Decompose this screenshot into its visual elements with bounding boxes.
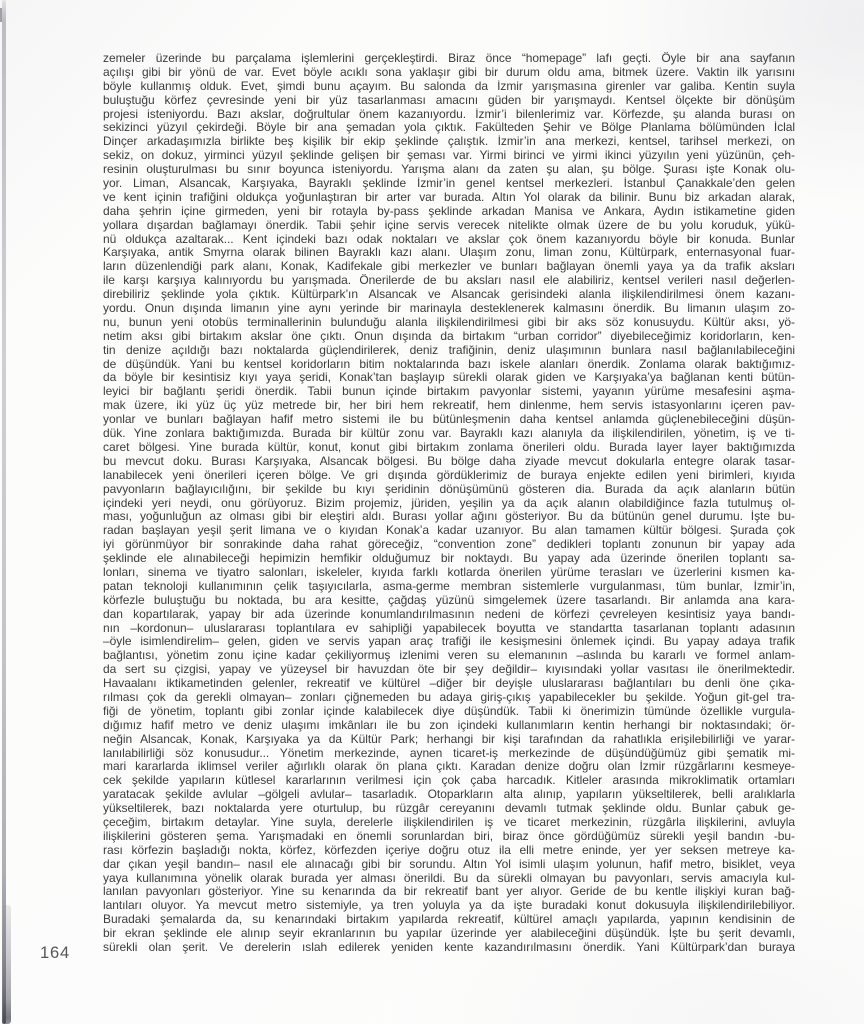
text-line: içindeki yeri neydi, onu görüyoruz. Bizim projemiz, jüriden, yeşilin ya da açık alanın olabildiğince fazla tutulmuş ol-	[103, 496, 795, 510]
text-line: ilişkilerini gösteren şema. Yarışmadaki en önemli sorunlardan biri, biraz önce gördüğümüz sürekli yeşil bandın -bu-	[103, 829, 795, 843]
text-line: ve kent içinin trafiğini oldukça yoğunlaştıran bir arter var burada. Altın Yol olarak da bilinir. Bunu biz arkadan alarak,	[103, 190, 795, 204]
text-line: mak üzere, iki yüz üç yüz metrede bir, her biri hem rekreatif, hem dinlenme, hem servis istasyonlarını içeren pav-	[103, 399, 795, 413]
text-line: lanabilecek yeni önerileri içeren bölge. Ve gri dışında gördüklerimiz de buraya enjekte edilen yeni birimleri, kıyıda	[103, 468, 795, 482]
text-line: da böyle bir kesintisiz kıyı yaya şeridi, Konak’tan başlayıp sürekli olarak giden ve Karşıyaka’ya bağlanan kenti bütün-	[103, 371, 795, 385]
text-line: böyle kullanmış olduk. Evet, şimdi bunu açayım. Bu salonda da İzmir yarışmasına girenler var galiba. Kentin suyla	[103, 79, 795, 93]
text-line: neğin Alsancak, Konak, Karşıyaka ya da Kültür Park; herhangi bir kişi tarafından da rahatlıkla erişilebilirliği ve yarar-	[103, 732, 795, 746]
text-line: projesi isteniyordu. Bazı akslar, doğrultular önem kazanıyordu. İzmir’i bilenlerimiz var. Körfezde, şu alanda burası on	[103, 107, 795, 121]
text-line: patan teknoloji kullanımının çelik taşıyıcılarla, asma-germe membran sistemlerle vurgulanması, tüm bunlar, İzmir’in,	[103, 579, 795, 593]
text-line: lanılan pavyonları gösteriyor. Yine su kenarında da bir rekreatif bant yer alıyor. Geride de bu kentle ilişkiyi kuran bağ-	[103, 885, 795, 899]
text-line: netim aksı gibi birtakım akslar öne çıktı. Onun dışında da birtakım “urban corridor” diyebileceğimiz koridorların, ken-	[103, 329, 795, 343]
text-line: leyici bir bağlantı şeridi önerdik. Tabii bunun içinde birtakım pavyonlar sistemi, yayanın yürüme mesafesini aşma-	[103, 385, 795, 399]
text-line: resinin oluşturulması bu sınır boyunca isteniyordu. Yarışma alanı da zaten şu alan, şu bölge. Şurası işte Konak olu-	[103, 163, 795, 177]
text-line: iyi görünmüyor bir sonrakinde daha rahat göreceğiz, “convention zone” dedikleri toplantı zonunun bir yapay ada	[103, 538, 795, 552]
text-line: tin denize açıldığı bazı noktalarda güçlendirilerek, deniz trafiğinin, deniz ulaşımının bunlara nasıl bağlanılabileceğini	[103, 343, 795, 357]
text-line: dar çıkan yeşil bandın– nasıl ele alınacağı gibi bir sorundu. Altın Yol isimli ulaşım yolunun, hafif metro, bisiklet, veya	[103, 857, 795, 871]
text-line: dan kopartılarak, yapay bir ada üzerinde konumlandırılmasının nedeni de körfezi çevreleyen kesintisiz yaya bandı-	[103, 607, 795, 621]
text-line: Buradaki şemalarda da, su kenarındaki birtakım yapılarda rekreatif, kültürel amaçlı yapılarda, yapının kendisinin de	[103, 913, 795, 927]
scan-artifact-left-edge	[2, 0, 6, 1024]
text-line: –öyle isimlendirelim– gelen, giden ve servis yapan araç trafiği ile kesişmesini önlemek içindi. Bu yapay adaya trafik	[103, 635, 795, 649]
text-line: yonlar ve bunları bağlayan hafif metro sistemi ile bu bütünleşmenin daha kentsel anlamda güçlenebileceğini düşün-	[103, 413, 795, 427]
text-line: lantıları oluyor. Ya mevcut metro sistemiyle, ya tren yoluyla ya da işte buradaki konut dokusuyla ilişkilendirilebiliyor.	[103, 899, 795, 913]
text-line: nu, bunun yeni otobüs terminallerinin bulunduğu alanla ilişkilendirilmesi gibi bir aks söz konusuydu. Kültür aksı, yö-	[103, 315, 795, 329]
text-line: bağlantısı, yönetim zonu içine kadar çekiliyormuş izlenimi veren su elemanının –aslında bu kararlı ve formel anlam-	[103, 649, 795, 663]
body-text	[103, 52, 795, 955]
text-line: daha şehrin içine girmeden, yeni bir rotayla by-pass şeklinde arkadan Manisa ve Ankara, Aydın istikametine giden	[103, 204, 795, 218]
text-line: yollara dışardan bağlamayı önerdik. Tabii şehir içine servis verecek nitelikte olmak üzere de bu yolu koruduk, yükü-	[103, 218, 795, 232]
scan-artifact-topleft-tick	[0, 8, 2, 22]
scan-artifact-left-edge-bottom	[3, 905, 11, 1024]
page-number: 164	[40, 944, 70, 962]
text-line: cek şekilde yapıların kütlesel kararlarının verilmesi için çok çaba harcadık. Kitleler arasında mikroklimatik ortamları	[103, 774, 795, 788]
text-line: Havaalanı iktikametinden gelenler, rekreatif ve kültürel –diğer bir deyişle uluslararası bağlantıları bu denli öne çıka-	[103, 677, 795, 691]
text-line: Karşıyaka, antik Smyrna olarak bilinen Bayraklı kazı alanı. Ulaşım zonu, liman zonu, Kültürpark, enternasyonal fuar-	[103, 246, 795, 260]
text-line: lanılabilirliği söz konusudur... Yönetim merkezinde, aynen ticaret-iş merkezinde de düşündüğümüz gibi şematik mi-	[103, 746, 795, 760]
text-line: mari kararlarda iklimsel veriler ağırlıklı olarak ön plana çıktı. Karadan denize doğru olan İzmir rüzgârlarını kesmeye-	[103, 760, 795, 774]
text-line: açılışı gibi bir yönü de var. Evet böyle acıklı sona yaklaşır gibi bir durum oldu ama, bitmek üzere. Vaktin ilk yarısını	[103, 65, 795, 79]
text-line: zemeler üzerinde bu parçalama işlemlerini gerçekleştirdi. Biraz önce “homepage” lafı geçti. Öyle bir ana sayfanın	[103, 52, 795, 65]
text-line: direbiliriz şeklinde yola çıktık. Kültürpark’ın Alsancak ve Alsancak gerisindeki alanla ilişkilendirilmesi önem kazanı-	[103, 288, 795, 302]
text-line: ların düzenlendiği park alanı, Konak, Kadifekale gibi merkezler ve bunları bağlayan önemli yaya ya da trafik aksları	[103, 260, 795, 274]
text-line: de düşündük. Yani bu kentsel koridorların bitim noktalarında bazı iskele alanları önerdik. Zonlama olarak baktığımız-	[103, 357, 795, 371]
text-line: çeceğim, birtakım detaylar. Yine suyla, derelerle ilişkilendirilen iş ve ticaret merkezinin, rüzgârla ilişkilerini, avluyla	[103, 815, 795, 829]
text-line: fiği de yönetim, toplantı gibi zonlar içinde kalabilecek diye düşündük. Tabii ki önerimizin tümünde özellikle vurgula-	[103, 704, 795, 718]
text-line: körfezle buluştuğu bu noktada, bu ara kesitte, çağdaş yüzünü simgelemek üzere tasarlandı. Bir anlamda ana kara-	[103, 593, 795, 607]
text-line: bu mevcut doku. Burası Karşıyaka, Alsancak bölgesi. Bu bölge daha ziyade mevcut dokularla entegre olarak tasar-	[103, 454, 795, 468]
text-line: nın –kordonun– uluslararası toplantılara ev sahipliği yapabilecek boyutta ve standartta tasarlanan toplantı adasının	[103, 621, 795, 635]
text-line: sürekli olan şerit. Ve derelerin ıslah edilerek yeniden kente kazandırılmasını önerdik. Yani Kültürpark’dan buraya	[103, 941, 795, 954]
text-line: caret bölgesi. Yine burada kültür, konut, konut gibi birtakım zonlama önerileri oldu. Burada layer layer baktığımızda	[103, 440, 795, 454]
text-line: rası körfezin başladığı nokta, körfez, körfezden içeriye doğru otuz ila elli metre eninde, yer yer seksen metreye ka-	[103, 843, 795, 857]
text-line: bir ekran şeklinde ele alınıp seyir ekranlarının bu yapılar üzerinde yer alabileceğini düşündük. İşte bu şerit devamlı,	[103, 927, 795, 941]
text-line: nü oldukça azaltarak... Kent içindeki bazı odak noktaları ve akslar çok önem kazanıyordu böyle bir konuda. Bunlar	[103, 232, 795, 246]
text-line: da sert su çizgisi, yapay ve yüzeysel bir havuzdan öte bir şey değildir– kıyısındaki yollar vasıtası ile önerilmektedir.	[103, 663, 795, 677]
text-line: sekizinci yüzyıl çekirdeği. Böyle bir ana şemadan yola çıktık. Fakülteden Şehir ve Bölge Planlama bölümünden İclal	[103, 121, 795, 135]
text-line: dük. Yine zonlara baktığımızda. Burada bir kültür zonu var. Bayraklı kazı alanıyla da ilişkilendirilen, yönetim, iş ve ti-	[103, 427, 795, 441]
text-line: ile karşı karşıya kalınıyordu bu yarışmada. Önerilerde de bu aksları nasıl ele alabiliriz, kentsel verileri nasıl değerlen-	[103, 274, 795, 288]
text-line: Dinçer arkadaşımızla birlikte beş kişilik bir ekip şeklinde çalıştık. İzmir’in ana merkezi, kentsel, tarihsel merkezi, on	[103, 135, 795, 149]
text-line: yaya kullanımına yönelik olarak burada yer alması önerildi. Bu da sürekli olmayan bu pavyonları, servis amacıyla kul-	[103, 871, 795, 885]
text-line: yordu. Onun dışında limanın yine aynı yerinde bir marinayla desteklenerek kalmasını önerdik. Bu limanın ulaşım zo-	[103, 302, 795, 316]
text-line: sekiz, on dokuz, yirminci yüzyıl şeklinde gelişen bir şeması var. Yirmi birinci ve yirmi ikinci yüzyılın yeni yüzünün, çeh-	[103, 149, 795, 163]
text-line: lonları, sinema ve tiyatro salonları, iskeleler, kıyıda farklı kotlarda önerilen yürüme terasları ve üzerlerini kısmen ka-	[103, 565, 795, 579]
text-line: yükseltilerek, bazı noktalarda yere oturtulup, bu rüzgâr cereyanını devamlı tutmak şeklinde oldu. Bunlar çabuk ge-	[103, 802, 795, 816]
text-line: rılması çok da gerekli olmayan– zonları çiğnemeden bu adaya giriş-çıkış yapabilecekler bu şekilde. Yoğun git-gel tra-	[103, 690, 795, 704]
text-line: şeklinde ele alınabileceği hepimizin hemfikir olduğumuz bir noktaydı. Bu yapay ada üzerinde önerilen toplantı sa-	[103, 552, 795, 566]
text-line: radan başlayan yeşil şerit limana ve o kıyıdan Konak’a kadar uzanıyor. Bu alan tamamen kültür bölgesi. Şurada çok	[103, 524, 795, 538]
text-line: buluştuğu körfez çevresinde yeni bir yüz tasarlanması amacını güden bir yarışmaydı. Kentsel ölçekte bir dönüşüm	[103, 93, 795, 107]
text-line: yor. Liman, Alsancak, Karşıyaka, Bayraklı şeklinde İzmir’in genel kentsel merkezleri. İstanbul Çanakkale’den gelen	[103, 177, 795, 191]
text-line: pavyonların bağlayıcılığını, bir şekilde bu kıyı şeridinin dönüşümünü gösteren dia. Burada da açık alanların bütün	[103, 482, 795, 496]
text-line: yaratacak şekilde avlular –gölgeli avlular– tasarladık. Otoparkların alta alınıp, yapıların yükseltilerek, belli aralıklarla	[103, 788, 795, 802]
text-line: dığımız hafif metro ve deniz ulaşımı imkânları ile bu zon içindeki kullanımların kentin herhangi bir noktasındaki; ör-	[103, 718, 795, 732]
text-line: ması, yoğunluğun az olması gibi bir eleştiri aldı. Burası yollar ağını gösteriyor. Bu da bütünün genel durumu. İşte bu-	[103, 510, 795, 524]
